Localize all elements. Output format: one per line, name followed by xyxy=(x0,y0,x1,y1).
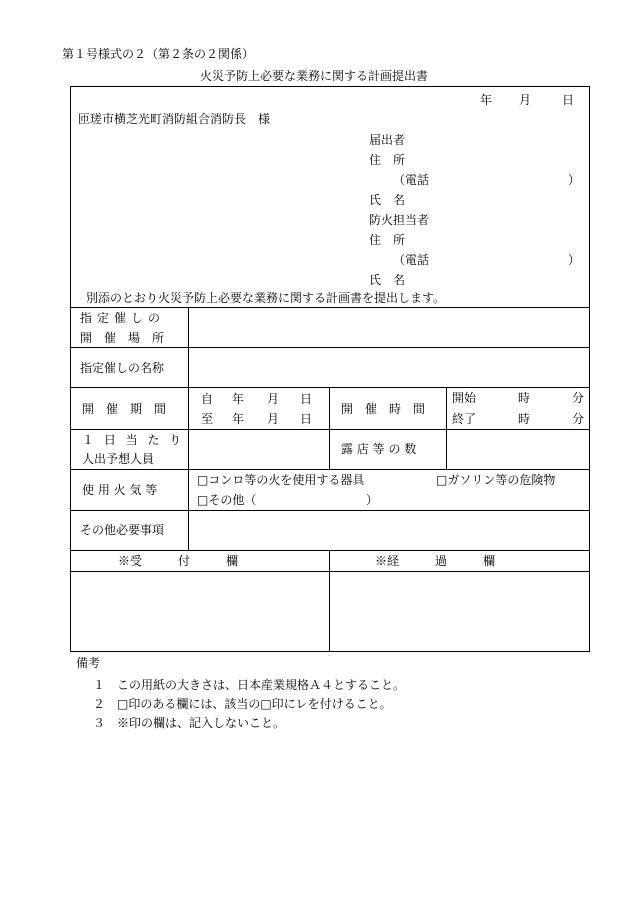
note-number: ３ xyxy=(93,716,106,730)
venue-label-line1: 指定催しの xyxy=(80,311,166,325)
submission-statement: 別添のとおり火災予防上必要な業務に関する計画書を提出します。 xyxy=(86,291,446,305)
start-minute[interactable]: 分 xyxy=(572,391,585,405)
fire-manager-address-label[interactable]: 住 所 xyxy=(369,233,406,247)
option-stove-checkbox[interactable]: □コンロ等の火を使用する器具 xyxy=(197,473,365,487)
period-to-day[interactable]: 日 xyxy=(300,412,313,426)
end-label: 終了 xyxy=(452,412,477,426)
option-other-checkbox[interactable]: □その他（ xyxy=(197,493,257,507)
event-name-label: 指定催しの名称 xyxy=(80,361,165,375)
applicant-phone-label[interactable]: （電話 xyxy=(393,173,430,187)
period-from-day[interactable]: 日 xyxy=(300,392,313,406)
period-to-month[interactable]: 月 xyxy=(267,412,280,426)
note-text: □印のある欄には、該当の□印にレを付けること。 xyxy=(117,697,392,711)
progress-area xyxy=(331,573,588,650)
start-hour[interactable]: 時 xyxy=(518,391,531,405)
date-year[interactable]: 年 xyxy=(480,93,493,107)
other-items-label: その他必要事項 xyxy=(80,523,165,537)
stalls-input[interactable] xyxy=(448,431,588,467)
note-text: ※印の欄は、記入しないこと。 xyxy=(117,716,286,730)
attendance-input[interactable] xyxy=(190,431,327,467)
notes-heading: 備考 xyxy=(76,656,101,670)
note-text: この用紙の大きさは、日本産業規格Ａ４とすること。 xyxy=(117,678,406,692)
period-from-month[interactable]: 月 xyxy=(267,392,280,406)
venue-label-line2: 開 催 場 所 xyxy=(80,331,165,345)
date-month[interactable]: 月 xyxy=(519,93,532,107)
form-number: 第１号様式の２（第２条の２関係） xyxy=(62,47,255,61)
applicant-address-label[interactable]: 住 所 xyxy=(369,153,406,167)
attendance-label-line2: 人出予想人員 xyxy=(82,452,155,466)
period-to-year[interactable]: 年 xyxy=(232,412,245,426)
attendance-label-line1: １ 日 当 た り xyxy=(82,433,185,447)
other-items-input[interactable] xyxy=(190,512,588,548)
period-from-label: 自 xyxy=(201,392,214,406)
fire-manager-label: 防火担当者 xyxy=(369,213,430,227)
addressee: 匝瑳市横芝光町消防組合消防長 様 xyxy=(78,112,271,126)
note-number: ２ xyxy=(93,697,106,711)
reception-area xyxy=(72,573,328,650)
stalls-label: 露 店 等 の 数 xyxy=(341,442,417,456)
start-label: 開始 xyxy=(452,391,477,405)
fire-use-label: 使 用 火 気 等 xyxy=(82,483,158,497)
venue-input[interactable] xyxy=(190,309,588,345)
form-title: 火災予防上必要な業務に関する計画提出書 xyxy=(200,69,429,83)
option-other-close: ） xyxy=(366,493,379,507)
applicant-label: 届出者 xyxy=(369,133,406,147)
date-day[interactable]: 日 xyxy=(562,93,575,107)
period-from-year[interactable]: 年 xyxy=(232,392,245,406)
fire-manager-phone-close: ） xyxy=(568,253,581,267)
period-label: 開 催 期 間 xyxy=(82,402,167,416)
end-minute[interactable]: 分 xyxy=(572,412,585,426)
event-name-input[interactable] xyxy=(190,349,588,385)
fire-manager-name-label[interactable]: 氏 名 xyxy=(369,273,406,287)
fire-manager-phone-label[interactable]: （電話 xyxy=(393,253,430,267)
reception-header: ※受 付 欄 xyxy=(118,554,239,568)
time-label: 開 催 時 間 xyxy=(341,402,426,416)
progress-header: ※経 過 欄 xyxy=(375,554,496,568)
applicant-name-label[interactable]: 氏 名 xyxy=(369,193,406,207)
end-hour[interactable]: 時 xyxy=(518,412,531,426)
note-number: １ xyxy=(93,678,106,692)
period-to-label: 至 xyxy=(201,412,214,426)
option-gasoline-checkbox[interactable]: □ガソリン等の危険物 xyxy=(436,473,556,487)
applicant-phone-close: ） xyxy=(568,173,581,187)
